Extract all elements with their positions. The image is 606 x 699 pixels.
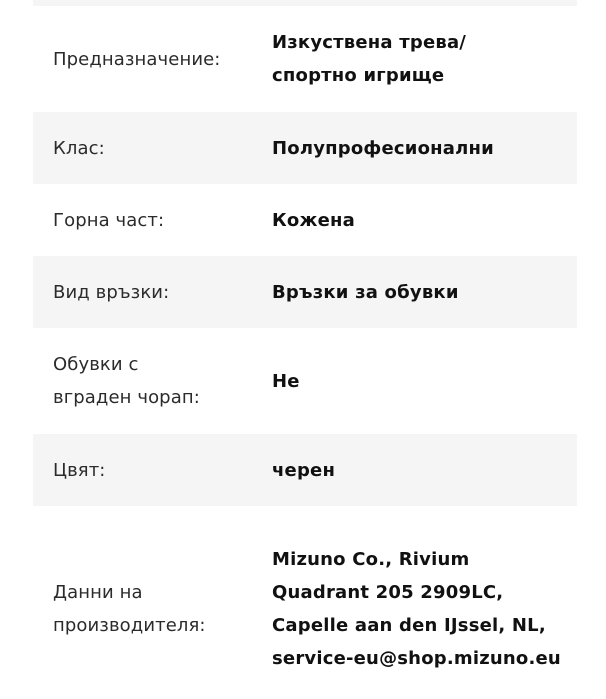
spec-row-manufacturer [33,506,577,699]
spec-value: Не [272,370,300,392]
specifications-table [33,0,577,699]
spec-label-line: производителя: [53,614,206,636]
spec-label: Горна част: [53,209,165,231]
spec-label [33,348,272,414]
spec-value-line: service-eu@shop.mizuno.eu [272,647,561,669]
spec-label [33,576,272,642]
spec-label-line: Обувки с [53,354,139,375]
spec-value: Полупрофесионални [272,137,494,159]
spec-row-color [33,434,577,506]
spec-label: Цвят: [53,459,106,481]
spec-value: Кожена [272,209,355,231]
spec-row-purpose [33,6,577,112]
spec-value: Връзки за обувки [272,281,459,303]
spec-row-upper [33,184,577,256]
spec-label: Вид връзки: [53,281,170,303]
spec-value-line: Quadrant 205 2909LC, [272,581,504,603]
spec-row-class [33,112,577,184]
spec-value [272,543,577,675]
spec-label-line: Данни на [53,581,143,603]
spec-value [272,26,577,92]
spec-row-sock [33,328,577,434]
spec-value-line: Mizuno Co., Rivium [272,548,470,570]
spec-value: черен [272,459,336,481]
spec-value-line: спортно игрище [272,65,445,86]
spec-row-laces [33,256,577,328]
spec-label: Клас: [53,137,105,159]
spec-label: Предназначение: [53,48,221,70]
spec-label-line: вграден чорап: [53,387,200,408]
spec-value-line: Изкуствена трева/ [272,32,467,53]
spec-value-line: Capelle aan den IJssel, NL, [272,614,546,636]
